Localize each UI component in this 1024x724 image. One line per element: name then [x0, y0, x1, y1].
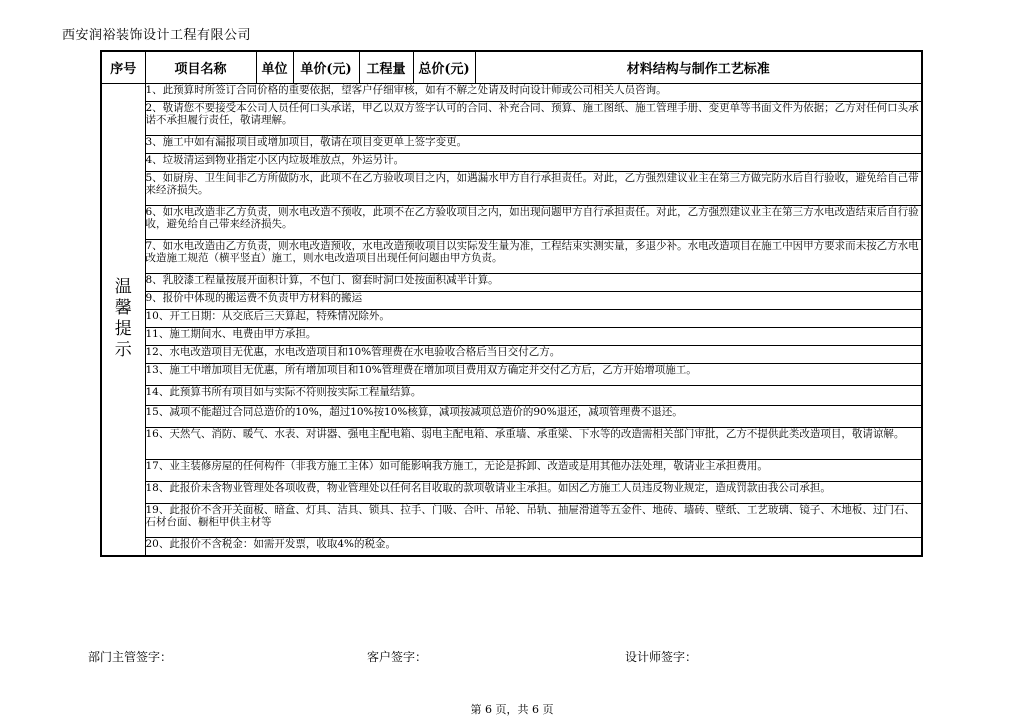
company-name: 西安润裕装饰设计工程有限公司 — [62, 28, 252, 43]
note-item: 15、减项不能超过合同总造价的10%，超过10%按10%核算，减项按减项总造价的90%退还，减项管理费不退还。 — [145, 406, 922, 428]
table-header-row — [101, 51, 922, 84]
note-item: 12、水电改造项目无优惠，水电改造项目和10%管理费在水电验收合格后当日交付乙方。 — [145, 346, 922, 364]
notes-table — [100, 50, 923, 557]
table-row — [101, 136, 922, 154]
table-row — [101, 428, 922, 460]
section-label-char: 提 — [114, 319, 132, 340]
table-row — [101, 460, 922, 482]
note-item: 11、施工期间水、电费由甲方承担。 — [145, 328, 922, 346]
note-item: 13、施工中增加项目无优惠，所有增加项目和10%管理费在增加项目费用双方确定并交付乙方后，乙方开始增项施工。 — [145, 364, 922, 386]
section-label-char: 温 — [114, 277, 132, 298]
header-index: 序号 — [101, 51, 145, 84]
page-number: 第 6 页，共 6 页 — [470, 703, 554, 716]
note-item: 19、此报价不含开关面板、暗盒、灯具、洁具、锁具、拉手、门吸、合叶、吊轮、吊轨、抽屉滑道等五金件、地砖、墙砖、壁纸、工艺玻璃、镜子、木地板、过门石、石材台面、橱柜甲供主材等 — [145, 504, 922, 538]
table-row — [101, 406, 922, 428]
note-item: 6、如水电改造非乙方负责，则水电改造不预收，此项不在乙方验收项目之内，如出现问题甲方自行承担责任。对此，乙方强烈建议业主在第三方水电改造结束后自行验收，避免给自己带来经济损失。 — [145, 206, 922, 240]
note-item: 1、此预算时所签订合同价格的重要依据，望客户仔细审核，如有不解之处请及时向设计师或公司相关人员咨询。 — [145, 84, 922, 102]
table-row — [101, 364, 922, 386]
section-label-warm-tips — [101, 84, 145, 556]
designer-signature-label: 设计师签字： — [625, 650, 698, 664]
table-row — [101, 292, 922, 310]
customer-signature-label: 客户签字： — [367, 650, 428, 664]
note-item: 20、此报价不含税金：如需开发票，收取4%的税金。 — [145, 538, 922, 556]
header-total-price: 总价(元) — [413, 51, 475, 84]
note-item: 14、此预算书所有项目如与实际不符则按实际工程量结算。 — [145, 386, 922, 406]
header-unit: 单位 — [256, 51, 293, 84]
header-item-name: 项目名称 — [145, 51, 256, 84]
note-item: 17、业主装修房屋的任何构件（非我方施工主体）如可能影响我方施工，无论是拆卸、改造或是用其他办法处理，敬请业主承担费用。 — [145, 460, 922, 482]
table-row — [101, 172, 922, 206]
table-row — [101, 240, 922, 274]
table-row — [101, 84, 922, 102]
table-row — [101, 274, 922, 292]
note-item: 16、天然气、消防、暖气、水表、对讲器、强电主配电箱、弱电主配电箱、承重墙、承重梁、下水等的改造需相关部门审批，乙方不提供此类改造项目，敬请谅解。 — [145, 428, 922, 460]
table-row — [101, 482, 922, 504]
note-item: 2、敬请您不要接受本公司人员任何口头承诺，甲乙以双方签字认可的合同、补充合同、预算、施工图纸、施工管理手册、变更单等书面文件为依据；乙方对任何口头承诺不承担履行责任，敬请理解。 — [145, 102, 922, 136]
note-item: 10、开工日期：从交底后三天算起，特殊情况除外。 — [145, 310, 922, 328]
header-material-standard: 材料结构与制作工艺标准 — [475, 51, 922, 84]
section-label-char: 示 — [114, 340, 132, 361]
table-row — [101, 102, 922, 136]
note-item: 4、垃圾清运到物业指定小区内垃圾堆放点，外运另计。 — [145, 154, 922, 172]
table-row — [101, 386, 922, 406]
table-row — [101, 154, 922, 172]
note-item: 8、乳胶漆工程量按展开面积计算，不包门、窗套时洞口处按面积减半计算。 — [145, 274, 922, 292]
table-row — [101, 504, 922, 538]
table-row — [101, 328, 922, 346]
header-quantity: 工程量 — [359, 51, 413, 84]
header-unit-price: 单价(元) — [293, 51, 359, 84]
table-row — [101, 206, 922, 240]
note-item: 3、施工中如有漏报项目或增加项目，敬请在项目变更单上签字变更。 — [145, 136, 922, 154]
section-label-char: 馨 — [114, 298, 132, 319]
table-row — [101, 538, 922, 556]
note-item: 5、如厨房、卫生间非乙方所做防水，此项不在乙方验收项目之内，如遇漏水甲方自行承担责任。对此，乙方强烈建议业主在第三方做完防水后自行验收，避免给自己带来经济损失。 — [145, 172, 922, 206]
department-signature-label: 部门主管签字： — [88, 650, 173, 664]
note-item: 18、此报价未含物业管理处各项收费，物业管理处以任何名目收取的款项敬请业主承担。如因乙方施工人员违反物业规定，造成罚款由我公司承担。 — [145, 482, 922, 504]
table-row — [101, 346, 922, 364]
table-row — [101, 310, 922, 328]
note-item: 7、如水电改造由乙方负责，则水电改造预收，水电改造预收项目以实际发生量为准，工程结束实测实量，多退少补。水电改造项目在施工中因甲方要求而未按乙方水电改造施工规范（横平竖直）施工，则水电改造项目出现任何问题由甲方负责。 — [145, 240, 922, 274]
note-item: 9、报价中体现的搬运费不负责甲方材料的搬运 — [145, 292, 922, 310]
